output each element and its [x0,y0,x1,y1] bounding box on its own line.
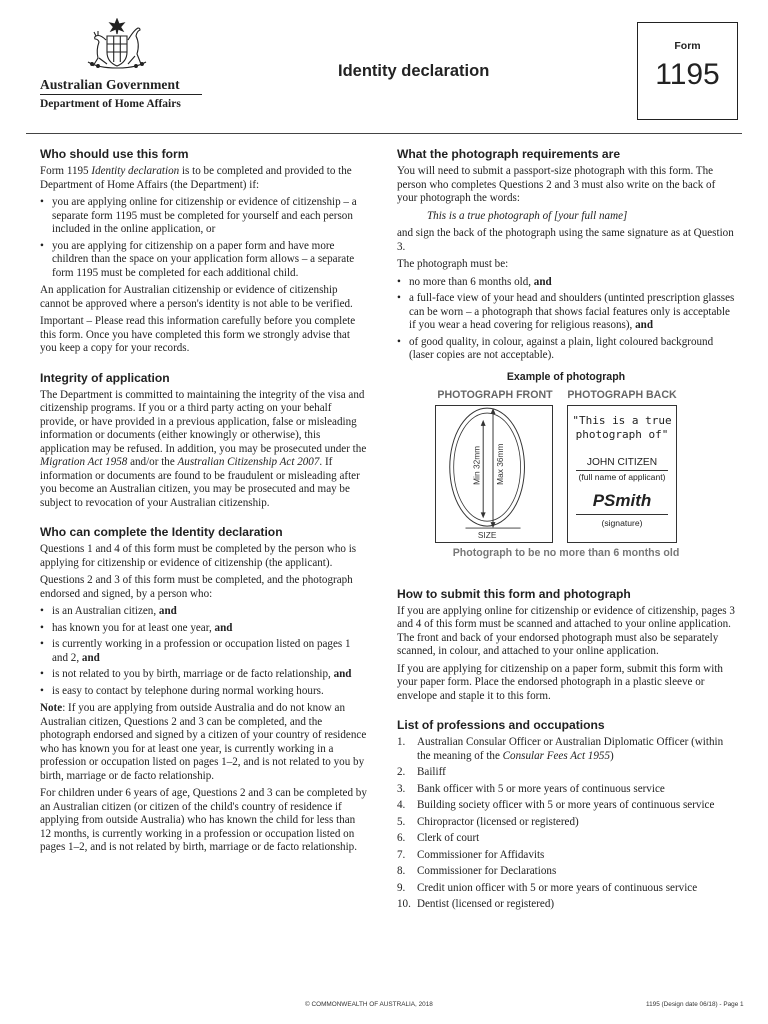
submit-paper-paragraph: If you are applying for citizenship on a paper form, submit this form with your paper form. Place the endorsed photograph in a plastic sleeve or envelope and staple it to this form. [397,662,723,702]
item-text: Bailiff [417,766,446,778]
text-run: The Department is committed to maintaining the integrity of the visa and citizenship programs. If you or a third party acting on your behalf provide, or have provided in a previous application, false or misleading information or documents (either knowingly or otherwise), this application may be refused. In addition, you may be prosecuted under the [40,388,367,455]
and-bold: and [333,668,352,680]
item-text: Commissioner for Declarations [417,865,557,877]
list-item [40,668,368,682]
text-run: a full-face view of your head and shoulders (untinted prescription glasses can be worn – a photograph that shows facial features only is acceptable if you wear a head covering for religious reasons), [409,292,735,331]
item-text: Chiropractor (licensed or registered) [417,815,579,828]
act-name-italic: Australian Citizenship Act 2007 [177,456,320,468]
children-under-6-note: For children under 6 years of age, Questions 2 and 3 can be completed by an Australian citizen (or citizen of the child's country of residence if applying from outside Australia) who has known the child for less than 12 months, is currently working in a profession or occupation listed on pages 1–2, and is not related by birth, marriage or de facto relationship. [40,787,367,853]
list-item [40,605,368,619]
item-number: 4. [397,799,406,811]
back-quote [568,414,676,442]
list-item [397,816,735,830]
back-signature-caption: (signature) [601,517,643,528]
size-label: SIZE [477,529,497,540]
item-text: Credit union officer with 5 or more years of continuous service [417,881,698,894]
photo-back-label: PHOTOGRAPH BACK [567,388,677,401]
photo-back-diagram [567,405,677,543]
item-text: Building society officer with 5 or more years of continuous service [417,799,715,811]
right-column [397,147,735,915]
item-number: 7. [397,848,406,861]
endorser-criteria-list [40,605,368,698]
list-item [397,766,735,780]
photo-front-label: PHOTOGRAPH FRONT [437,388,553,401]
header-divider [40,94,202,95]
photo-criteria-list [397,276,735,363]
text-run: ) [610,749,614,762]
item-text: Bank officer with 5 or more years of continuous service [417,782,665,795]
act-name-italic: Migration Act 1958 [40,456,128,468]
section-heading-how-to-submit: How to submit this form and photograph [397,586,631,601]
who-should-use-intro [40,165,368,192]
list-item [397,736,735,763]
item-number: 3. [397,782,406,795]
item-text: Commissioner for Affidavits [417,848,545,861]
back-applicant-name: JOHN CITIZEN [576,456,668,472]
list-item: • of good quality, in colour, against a plain, light coloured background (laser copies are not acceptable). [397,336,735,363]
item-number: 8. [397,865,406,877]
list-item [397,276,735,290]
department-name: Department of Home Affairs [40,98,181,110]
note-label: Note [40,702,63,714]
text-run: is currently working in a profession or occupation listed on pages 1 and 2, [52,638,351,664]
and-bold: and [214,621,233,634]
text-run: . If information or documents are found to be fraudulent or misleading after you become an Australian citizen, you may be prosecuted and may be subject to revocation of your Australian citizenship. [40,456,360,509]
photo-front-diagram [435,405,553,543]
text-run: is an Australian citizen, [52,605,159,617]
footer-copyright: © COMMONWEALTH OF AUSTRALIA, 2018 [305,1001,433,1008]
min-size-label: Min 32mm [471,445,482,485]
form-number: 1195 [655,58,720,91]
text-run: is not related to you by birth, marriage or de facto relationship, [52,668,334,680]
header-rule [26,133,742,134]
section-heading-who-should-use: Who should use this form [40,147,189,161]
section-heading-professions: List of professions and occupations [397,718,605,732]
back-signature: PSmith [592,490,652,510]
section-heading-integrity: Integrity of application [40,370,170,385]
list-item [397,832,735,846]
section-heading-photo-requirements: What the photograph requirements are [397,147,621,161]
back-quote-line: "This is a true [572,413,672,427]
max-size-label: Max 36mm [494,443,505,485]
coat-of-arms-logo [82,18,152,74]
back-name-caption: (full name of applicant) [578,471,666,482]
text-run: no more than 6 months old, [409,275,534,288]
and-bold: and [533,275,552,288]
identity-verification-note: An application for Australian citizenship or evidence of citizenship cannot be approved where a person's identity is not able to be verified. [40,284,353,310]
text-run: has known you for at least one year, [52,621,215,634]
item-number: 5. [397,815,406,828]
integrity-paragraph [40,389,368,511]
and-bold: and [158,605,177,617]
item-number: 2. [397,766,406,778]
outside-australia-note [40,702,368,783]
item-number: 1. [397,736,406,748]
left-column [40,147,368,859]
professions-list [397,736,735,912]
form-label: Form [674,40,701,52]
submit-online-paragraph: If you are applying online for citizenship or evidence of citizenship, pages 3 and 4 of this form must be scanned and attached to your online application. The front and back of your endorsed photograph must also be separately scanned, in colour, and attached to your online application. [397,604,735,657]
list-item [397,799,735,813]
important-note: Important – Please read this information carefully before you complete this form. Once you have completed this form we strongly advise that you keep a copy for your records. [40,315,356,354]
and-bold: and [81,651,100,664]
list-item: • you are applying for citizenship on a paper form and have more children than the space on your application form allows – a separate form 1195 must be completed for each additional child. [40,240,368,281]
back-quote-line: photograph of" [575,427,669,441]
text-run: is to be completed and provided to the Department of Home Affairs (the Department) if: [40,165,352,191]
item-number: 9. [397,881,406,894]
who-can-complete-p1: Questions 1 and 4 of this form must be completed by the person who is applying for citizenship or evidence of citizenship (the applicant). [40,543,357,569]
text-run: Form 1195 [40,165,92,177]
list-item [397,865,735,879]
photo-requirements-p2: and sign the back of the photograph using the same signature as at Question 3. [397,227,734,253]
who-can-complete-p2: Questions 2 and 3 of this form must be completed, and the photograph endorsed and signed, by a person who: [40,574,353,600]
government-name: Australian Government [40,77,180,92]
act-name-italic: Consular Fees Act 1955 [502,749,610,762]
who-should-use-list [40,196,368,280]
signature-line [576,514,668,515]
page-title: Identity declaration [338,62,490,80]
photo-requirements-p1: You will need to submit a passport-size photograph with this form. The person who completes Questions 2 and 3 must also write on the back of your photograph the words: [397,165,716,204]
photo-requirements-p3: The photograph must be: [397,258,509,270]
list-item [397,898,735,912]
photo-age-caption: Photograph to be no more than 6 months old [452,546,680,559]
item-text [417,736,735,763]
list-item [40,638,368,665]
photo-example [397,371,735,567]
list-item [397,849,735,863]
photo-example-title: Example of photograph [506,370,626,383]
list-item [397,783,735,797]
item-number: 10. [397,898,411,910]
form-name-italic: Identity declaration [91,165,180,177]
text-run: : If you are applying from outside Australia and do not know an Australian citizen, Questions 2 and 3 can be completed, and the photograph endorsed and signed by a citizen of your country of residence who has known you for at least one year, is currently working in a profession or occupation listed on pages 1–2, and is not related to you by birth, marriage or de facto relationship. [40,702,367,782]
footer-page-info: 1195 (Design date 06/18) - Page 1 [646,1001,744,1008]
list-item [397,292,735,333]
list-item: • is easy to contact by telephone during normal working hours. [40,685,368,699]
text-run: and/or the [127,456,178,468]
photo-endorsement-words: This is a true photograph of [your full name] [427,209,628,222]
list-item [397,882,735,896]
section-heading-who-can-complete: Who can complete the Identity declaration [40,525,283,539]
item-number: 6. [397,832,406,844]
text-run: Australian Consular Officer or Australian Diplomatic Officer (within the meaning of the [417,736,724,762]
item-text: Clerk of court [417,832,480,844]
list-item: • you are applying online for citizenship or evidence of citizenship – a separate form 1195 must be completed for yourself and each person included in the online application, or [40,196,368,237]
and-bold: and [635,319,653,331]
form-number-box [637,22,738,120]
list-item [40,622,368,636]
item-text: Dentist (licensed or registered) [417,898,555,910]
